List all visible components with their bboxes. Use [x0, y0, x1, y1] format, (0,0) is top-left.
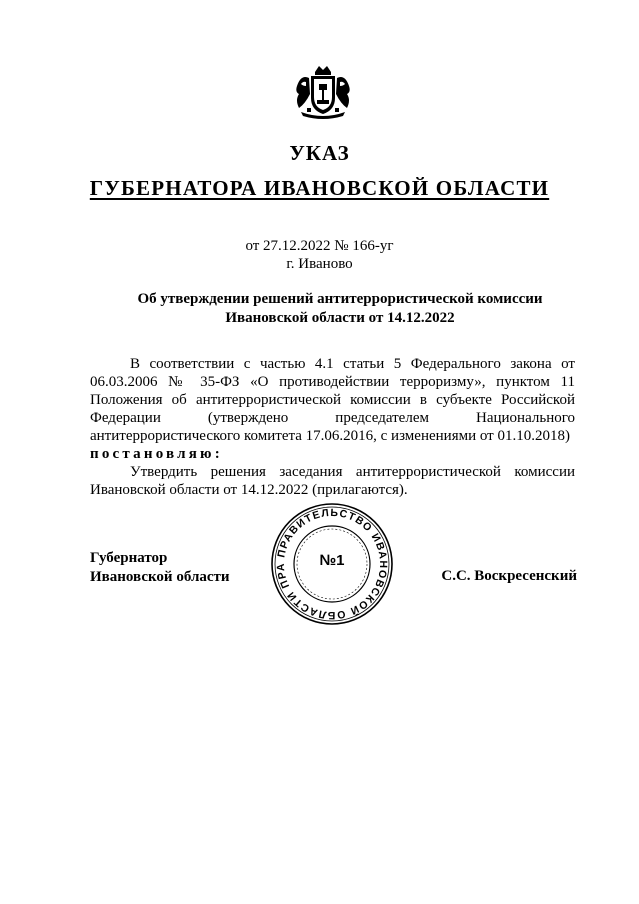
- document-subject: [90, 290, 590, 328]
- signer-title-line-1: Губернатор: [90, 550, 168, 566]
- seal-ring-text: ПРАВИТЕЛЬСТВО ИВАНОВСКОЙ ОБЛАСТИ ПРА: [274, 506, 390, 622]
- body-paragraph-2: Утвердить решения заседания антитеррористической комиссии Ивановской области от 14.12.2022 (прилагаются).: [90, 464, 575, 498]
- document-place: г. Иваново: [286, 256, 353, 272]
- document-date-number: от 27.12.2022 № 166-уг: [245, 238, 394, 254]
- body-paragraph-1: В соответствии с частью 4.1 статьи 5 Федерального закона от 06.03.2006 № 35-ФЗ «О противодействии терроризму», пунктом 11 Положения об антитеррористической комиссии в субъекте Российской Федерации (утверждено председателем Национального антитеррористического комитета 17.06.2016, с изменениями от 01.10.2018): [90, 356, 575, 444]
- document-type: УКАЗ: [289, 141, 350, 165]
- signer-title: [90, 549, 230, 587]
- signer-title-line-2: Ивановской области: [90, 569, 230, 585]
- subject-line-2: Ивановской области от 14.12.2022: [225, 310, 455, 326]
- issuer-title: [0, 176, 639, 201]
- official-seal: [270, 502, 394, 626]
- signer-name: С.С. Воскресенский: [441, 568, 577, 584]
- seal-number: №1: [319, 552, 345, 569]
- document-body: [90, 355, 575, 499]
- coat-of-arms-icon: [293, 64, 353, 120]
- decree-word: постановляю:: [90, 446, 223, 462]
- issuer-text: ГУБЕРНАТОРА ИВАНОВСКОЙ ОБЛАСТИ: [89, 176, 550, 200]
- subject-line-1: Об утверждении решений антитеррористической комиссии: [137, 291, 543, 307]
